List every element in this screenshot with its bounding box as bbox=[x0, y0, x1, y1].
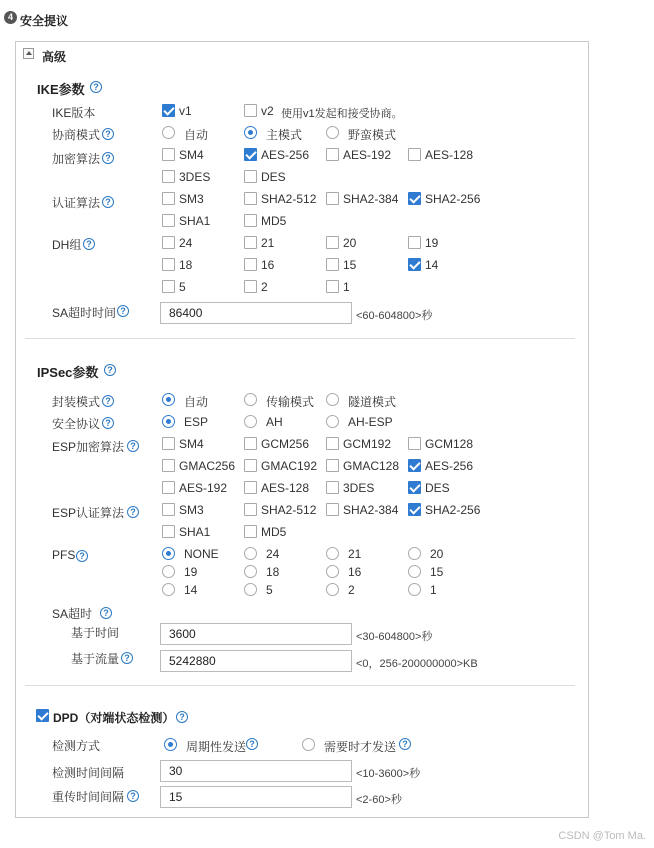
dh-group-checkbox[interactable] bbox=[162, 258, 175, 271]
encap-mode-option-label: 自动 bbox=[184, 395, 209, 409]
encap-mode-radio[interactable] bbox=[162, 393, 175, 406]
retry-interval-hint: <2-60>秒 bbox=[356, 794, 402, 806]
esp-enc-checkbox[interactable] bbox=[326, 459, 339, 472]
esp-auth-checkbox[interactable] bbox=[326, 503, 339, 516]
ike-auth-option-label: SHA1 bbox=[179, 214, 211, 228]
ike-auth-help-icon[interactable]: ? bbox=[102, 196, 114, 208]
detect-mode-label: 检测方式 bbox=[52, 739, 101, 753]
retry-help-icon[interactable]: ? bbox=[127, 790, 139, 802]
detect-mode-option-label: 周期性发送 bbox=[186, 740, 247, 754]
pfs-option-label: 16 bbox=[348, 565, 362, 579]
ike-auth-option-label: SHA2-512 bbox=[261, 192, 317, 206]
pfs-option-label: 15 bbox=[430, 565, 444, 579]
section-divider bbox=[25, 338, 575, 339]
dh-group-option-label: 21 bbox=[261, 236, 275, 250]
ike-sa-timeout-hint: <60-604800>秒 bbox=[356, 310, 433, 322]
pfs-radio[interactable] bbox=[162, 565, 175, 578]
ike-encryption-checkbox[interactable] bbox=[244, 148, 257, 161]
ike-encryption-checkbox[interactable] bbox=[244, 170, 257, 183]
dh-group-option-label: 15 bbox=[343, 258, 357, 272]
dh-group-option-label: 2 bbox=[261, 280, 268, 294]
ike-encryption-checkbox[interactable] bbox=[408, 148, 421, 161]
detect-mode-radio[interactable] bbox=[302, 738, 315, 751]
ike-encryption-label: 加密算法 bbox=[52, 152, 101, 166]
ike-encryption-option-label: DES bbox=[261, 170, 286, 184]
dh-group-option-label: 5 bbox=[179, 280, 186, 294]
watermark: CSDN @Tom Ma. bbox=[558, 830, 646, 842]
dh-group-checkbox[interactable] bbox=[326, 258, 339, 271]
encap-mode-radio[interactable] bbox=[326, 393, 339, 406]
ike-auth-checkbox[interactable] bbox=[162, 214, 175, 227]
negotiation-mode-radio[interactable] bbox=[326, 126, 339, 139]
pfs-radio[interactable] bbox=[162, 547, 175, 560]
retry-interval-input[interactable]: 15 bbox=[160, 786, 352, 808]
ike-v2-label: v2 bbox=[261, 104, 274, 118]
protocol-help-icon[interactable]: ? bbox=[102, 417, 114, 429]
protocol-label: 安全协议 bbox=[52, 417, 101, 431]
esp-auth-checkbox[interactable] bbox=[162, 503, 175, 516]
detect-interval-hint: <10-3600>秒 bbox=[356, 768, 421, 780]
pfs-radio[interactable] bbox=[244, 547, 257, 560]
esp-enc-label: ESP加密算法 bbox=[52, 440, 125, 454]
detect-mode-help-icon[interactable]: ? bbox=[246, 738, 258, 750]
esp-enc-checkbox[interactable] bbox=[244, 437, 257, 450]
esp-enc-checkbox[interactable] bbox=[326, 437, 339, 450]
traffic-help-icon[interactable]: ? bbox=[121, 652, 133, 664]
esp-enc-checkbox[interactable] bbox=[162, 481, 175, 494]
esp-auth-label: ESP认证算法 bbox=[52, 506, 125, 520]
section-divider bbox=[25, 685, 575, 686]
esp-enc-option-label: AES-128 bbox=[261, 481, 310, 495]
ike-auth-checkbox[interactable] bbox=[244, 192, 257, 205]
retry-interval-label: 重传时间间隔 bbox=[52, 790, 125, 804]
dh-group-checkbox[interactable] bbox=[244, 280, 257, 293]
protocol-radio[interactable] bbox=[326, 415, 339, 428]
ike-sa-timeout-label: SA超时时间 bbox=[52, 306, 117, 320]
ipsec-help-icon[interactable]: ? bbox=[104, 364, 116, 376]
dh-help-icon[interactable]: ? bbox=[83, 238, 95, 250]
encap-mode-radio[interactable] bbox=[244, 393, 257, 406]
esp-enc-checkbox[interactable] bbox=[244, 481, 257, 494]
ike-auth-option-label: MD5 bbox=[261, 214, 287, 228]
pfs-radio[interactable] bbox=[162, 583, 175, 596]
dh-group-checkbox[interactable] bbox=[244, 236, 257, 249]
pfs-option-label: 1 bbox=[430, 583, 437, 597]
dh-group-option-label: 1 bbox=[343, 280, 350, 294]
detect-interval-input[interactable]: 30 bbox=[160, 760, 352, 782]
ike-v1-checkbox[interactable] bbox=[162, 104, 175, 117]
protocol-option-label: AH-ESP bbox=[348, 415, 393, 429]
esp-enc-checkbox[interactable] bbox=[244, 459, 257, 472]
pfs-option-label: 24 bbox=[266, 547, 280, 561]
ike-encryption-option-label: AES-256 bbox=[261, 148, 310, 162]
encap-help-icon[interactable]: ? bbox=[102, 395, 114, 407]
encap-mode-label: 封装模式 bbox=[52, 395, 101, 409]
pfs-radio[interactable] bbox=[408, 565, 421, 578]
esp-enc-checkbox[interactable] bbox=[162, 437, 175, 450]
pfs-option-label: 20 bbox=[430, 547, 444, 561]
dpd-title: DPD（对端状态检测） bbox=[53, 711, 175, 725]
time-based-hint: <30-604800>秒 bbox=[356, 631, 433, 643]
dh-group-option-label: 18 bbox=[179, 258, 193, 272]
ike-encryption-checkbox[interactable] bbox=[162, 170, 175, 183]
esp-auth-option-label: SHA2-512 bbox=[261, 503, 317, 517]
pfs-radio[interactable] bbox=[244, 565, 257, 578]
detect-mode-help-icon[interactable]: ? bbox=[399, 738, 411, 750]
ike-encryption-option-label: AES-128 bbox=[425, 148, 474, 162]
ipsec-sa-timeout-label: SA超时 bbox=[52, 607, 93, 621]
dh-group-option-label: 20 bbox=[343, 236, 357, 250]
ike-encryption-checkbox[interactable] bbox=[326, 148, 339, 161]
dh-group-checkbox[interactable] bbox=[244, 258, 257, 271]
esp-auth-checkbox[interactable] bbox=[408, 503, 421, 516]
dh-group-checkbox[interactable] bbox=[326, 236, 339, 249]
ike-auth-checkbox[interactable] bbox=[244, 214, 257, 227]
esp-auth-checkbox[interactable] bbox=[162, 525, 175, 538]
pfs-label: PFS bbox=[52, 548, 76, 562]
esp-enc-option-label: DES bbox=[425, 481, 450, 495]
ike-auth-label: 认证算法 bbox=[52, 196, 101, 210]
ike-auth-checkbox[interactable] bbox=[326, 192, 339, 205]
pfs-option-label: 14 bbox=[184, 583, 198, 597]
pfs-radio[interactable] bbox=[244, 583, 257, 596]
dh-group-checkbox[interactable] bbox=[408, 258, 421, 271]
esp-auth-option-label: SHA2-384 bbox=[343, 503, 399, 517]
dh-group-option-label: 14 bbox=[425, 258, 439, 272]
negotiation-mode-option-label: 主模式 bbox=[266, 128, 303, 142]
esp-auth-checkbox[interactable] bbox=[244, 503, 257, 516]
ike-auth-option-label: SHA2-256 bbox=[425, 192, 481, 206]
esp-enc-help-icon[interactable]: ? bbox=[127, 440, 139, 452]
negotiation-mode-label: 协商模式 bbox=[52, 128, 101, 142]
pfs-option-label: 2 bbox=[348, 583, 355, 597]
esp-enc-option-label: GCM192 bbox=[343, 437, 392, 451]
ike-auth-checkbox[interactable] bbox=[162, 192, 175, 205]
negotiation-mode-option-label: 自动 bbox=[184, 128, 209, 142]
dpd-enable-checkbox[interactable] bbox=[36, 709, 49, 722]
ike-auth-option-label: SHA2-384 bbox=[343, 192, 399, 206]
esp-enc-option-label: GMAC128 bbox=[343, 459, 400, 473]
esp-enc-option-label: SM4 bbox=[179, 437, 204, 451]
esp-auth-option-label: SM3 bbox=[179, 503, 204, 517]
ike-section-title: IKE参数 bbox=[37, 82, 85, 97]
detect-mode-option-label: 需要时才发送 bbox=[324, 740, 397, 754]
ike-encryption-option-label: AES-192 bbox=[343, 148, 392, 162]
esp-enc-checkbox[interactable] bbox=[408, 437, 421, 450]
encap-mode-option-label: 传输模式 bbox=[266, 395, 315, 409]
ike-encryption-option-label: SM4 bbox=[179, 148, 204, 162]
dh-group-label: DH组 bbox=[52, 238, 82, 252]
dh-group-checkbox[interactable] bbox=[162, 280, 175, 293]
negotiation-mode-option-label: 野蛮模式 bbox=[348, 128, 397, 142]
esp-enc-checkbox[interactable] bbox=[162, 459, 175, 472]
dh-group-checkbox[interactable] bbox=[162, 236, 175, 249]
ike-sa-timeout-input[interactable]: 86400 bbox=[160, 302, 352, 324]
ipsec-sa-timeout-help-icon[interactable]: ? bbox=[100, 607, 112, 619]
pfs-help-icon[interactable]: ? bbox=[76, 550, 88, 562]
protocol-option-label: AH bbox=[266, 415, 283, 429]
pfs-radio[interactable] bbox=[326, 583, 339, 596]
dh-group-checkbox[interactable] bbox=[408, 236, 421, 249]
step-title: 安全提议 bbox=[20, 14, 69, 28]
time-based-label: 基于时间 bbox=[71, 626, 120, 640]
esp-enc-checkbox[interactable] bbox=[408, 459, 421, 472]
esp-enc-checkbox[interactable] bbox=[408, 481, 421, 494]
esp-enc-option-label: AES-192 bbox=[179, 481, 228, 495]
pfs-radio[interactable] bbox=[326, 565, 339, 578]
esp-enc-option-label: GCM128 bbox=[425, 437, 474, 451]
esp-auth-option-label: MD5 bbox=[261, 525, 287, 539]
pfs-option-label: 18 bbox=[266, 565, 280, 579]
negotiation-mode-radio[interactable] bbox=[244, 126, 257, 139]
dh-group-option-label: 19 bbox=[425, 236, 439, 250]
traffic-based-hint: <0，256-200000000>KB bbox=[356, 658, 478, 670]
esp-enc-option-label: GMAC192 bbox=[261, 459, 318, 473]
dpd-help-icon[interactable]: ? bbox=[176, 711, 188, 723]
negotiation-help-icon[interactable]: ? bbox=[102, 128, 114, 140]
ike-auth-checkbox[interactable] bbox=[408, 192, 421, 205]
protocol-radio[interactable] bbox=[162, 415, 175, 428]
advanced-label[interactable]: 高级 bbox=[42, 50, 67, 64]
esp-enc-option-label: GMAC256 bbox=[179, 459, 236, 473]
esp-enc-option-label: 3DES bbox=[343, 481, 375, 495]
esp-enc-option-label: AES-256 bbox=[425, 459, 474, 473]
traffic-based-label: 基于流量 bbox=[71, 652, 120, 666]
ike-auth-option-label: SM3 bbox=[179, 192, 204, 206]
esp-enc-option-label: GCM256 bbox=[261, 437, 310, 451]
collapse-toggle-icon[interactable] bbox=[23, 48, 34, 59]
traffic-based-input[interactable]: 5242880 bbox=[160, 650, 352, 672]
protocol-radio[interactable] bbox=[244, 415, 257, 428]
dh-group-option-label: 16 bbox=[261, 258, 275, 272]
pfs-option-label: NONE bbox=[184, 547, 219, 561]
step-number-badge: 4 bbox=[4, 11, 17, 24]
esp-auth-help-icon[interactable]: ? bbox=[127, 506, 139, 518]
encap-mode-option-label: 隧道模式 bbox=[348, 395, 397, 409]
esp-auth-option-label: SHA2-256 bbox=[425, 503, 481, 517]
esp-auth-checkbox[interactable] bbox=[244, 525, 257, 538]
ipsec-section-title: IPSec参数 bbox=[37, 365, 99, 380]
ike-v1-label: v1 bbox=[179, 104, 192, 118]
pfs-radio[interactable] bbox=[408, 547, 421, 560]
detect-interval-label: 检测时间间隔 bbox=[52, 766, 125, 780]
pfs-radio[interactable] bbox=[408, 583, 421, 596]
ike-v2-checkbox[interactable] bbox=[244, 104, 257, 117]
ike-encryption-option-label: 3DES bbox=[179, 170, 211, 184]
ike-help-icon[interactable]: ? bbox=[90, 81, 102, 93]
pfs-option-label: 5 bbox=[266, 583, 273, 597]
dh-group-checkbox[interactable] bbox=[326, 280, 339, 293]
detect-mode-radio[interactable] bbox=[164, 738, 177, 751]
ike-version-note: 使用v1发起和接受协商。 bbox=[281, 108, 403, 120]
ike-encryption-help-icon[interactable]: ? bbox=[102, 152, 114, 164]
dh-group-option-label: 24 bbox=[179, 236, 193, 250]
pfs-radio[interactable] bbox=[326, 547, 339, 560]
ike-version-label: IKE版本 bbox=[52, 106, 96, 120]
esp-auth-option-label: SHA1 bbox=[179, 525, 211, 539]
pfs-option-label: 19 bbox=[184, 565, 198, 579]
esp-enc-checkbox[interactable] bbox=[326, 481, 339, 494]
negotiation-mode-radio[interactable] bbox=[162, 126, 175, 139]
ike-sa-timeout-help-icon[interactable]: ? bbox=[117, 305, 129, 317]
time-based-input[interactable]: 3600 bbox=[160, 623, 352, 645]
protocol-option-label: ESP bbox=[184, 415, 209, 429]
ike-encryption-checkbox[interactable] bbox=[162, 148, 175, 161]
pfs-option-label: 21 bbox=[348, 547, 362, 561]
